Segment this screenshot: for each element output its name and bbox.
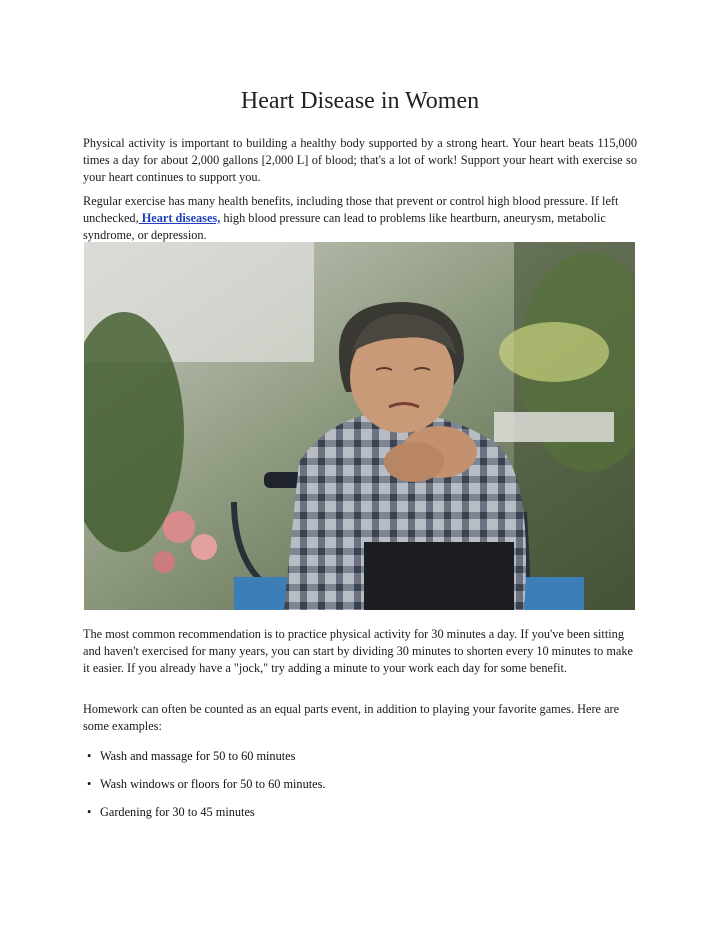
homework-paragraph: Homework can often be counted as an equal parts event, in addition to playing your favorite games. Here are some examples: [83, 702, 620, 733]
list-item-text: Wash and massage for 50 to 60 minutes [100, 749, 296, 763]
woman-chest-pain-photo [84, 242, 635, 610]
paragraph-text-before-link: Regular exercise has many health benefits, including those that prevent or control high blood pressure. If left unchecked, [83, 194, 619, 225]
list-item-text: Gardening for 30 to 45 minutes [100, 805, 255, 819]
list-item [83, 748, 637, 765]
bullet-marker: • [87, 777, 92, 791]
paragraph-text-after-link: high blood pressure can lead to problems like heartburn, aneurysm, metabolic syndrome, or depression. [83, 211, 606, 242]
photo-illustration [84, 242, 635, 610]
bullet-marker: • [87, 805, 92, 819]
blood-pressure-paragraph [83, 193, 637, 244]
examples-list [83, 748, 637, 832]
list-item-text: Wash windows or floors for 50 to 60 minutes. [100, 777, 326, 791]
intro-paragraph: Physical activity is important to building a healthy body supported by a strong heart. Your heart beats 115,000 times a day for about 2,000 gallons [2,000 L] of blood; that's a lot of work! Support your heart with exercise so your heart continues to support you. [83, 136, 637, 184]
recommendation-paragraph: The most common recommendation is to practice physical activity for 30 minutes a day. If you've been sitting and haven't exercised for many years, you can start by dividing 30 minutes to shorten every 10 minutes to make it easier. If you already have a "jock," try adding a minute to your work each day for some benefit. [83, 627, 633, 675]
page-title: Heart Disease in Women [240, 88, 480, 114]
bullet-marker: • [87, 749, 92, 763]
heart-diseases-link[interactable]: Heart diseases, [138, 211, 221, 225]
list-item [83, 776, 637, 793]
list-item [83, 804, 637, 821]
